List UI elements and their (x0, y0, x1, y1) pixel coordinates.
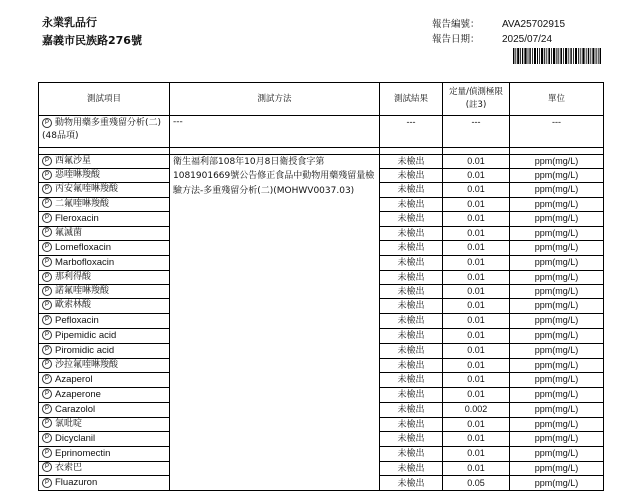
unit-cell: ppm(mg/L) (510, 402, 604, 417)
accredited-mark-icon: P (42, 156, 52, 166)
result-cell: 未檢出 (380, 155, 443, 169)
unit-cell: ppm(mg/L) (510, 446, 604, 461)
result-cell: 未檢出 (380, 211, 443, 226)
table-header-row (39, 83, 604, 116)
result-cell: 未檢出 (380, 358, 443, 372)
item-cell (39, 446, 170, 461)
unit-cell: ppm(mg/L) (510, 183, 604, 197)
result-cell: 未檢出 (380, 255, 443, 270)
unit-cell: ppm(mg/L) (510, 476, 604, 491)
limit-cell: 0.01 (443, 313, 510, 328)
item-cell (39, 183, 170, 197)
item-name: 丙安氟喹啉羧酸 (55, 184, 119, 195)
limit-cell: 0.01 (443, 240, 510, 255)
unit-cell: ppm(mg/L) (510, 270, 604, 284)
item-cell (39, 417, 170, 431)
unit-cell: ppm(mg/L) (510, 372, 604, 387)
item-cell (39, 155, 170, 169)
method-cell: 衛生福利部108年10月8日衛授食字第1081901669號公告修正食品中動物用藥殘留量檢驗方法-多重殘留分析(二)(MOHWV0037.03) (170, 155, 380, 491)
result-cell: 未檢出 (380, 372, 443, 387)
accredited-mark-icon: P (42, 170, 52, 180)
result-cell: 未檢出 (380, 313, 443, 328)
result-cell: 未檢出 (380, 343, 443, 358)
accredited-mark-icon: P (42, 404, 52, 414)
limit-cell: 0.01 (443, 343, 510, 358)
limit-cell: 0.01 (443, 299, 510, 313)
result-cell: 未檢出 (380, 285, 443, 299)
accredited-mark-icon: P (42, 286, 52, 296)
result-cell: 未檢出 (380, 226, 443, 240)
item-name: 二氟喹啉羧酸 (55, 198, 110, 209)
item-cell (39, 240, 170, 255)
item-cell (39, 197, 170, 211)
result-cell: 未檢出 (380, 417, 443, 431)
limit-cell: 0.01 (443, 431, 510, 446)
result-cell: 未檢出 (380, 299, 443, 313)
result-cell: 未檢出 (380, 461, 443, 475)
limit-cell: 0.01 (443, 417, 510, 431)
accredited-mark-icon: P (42, 227, 52, 237)
unit-cell: ppm(mg/L) (510, 226, 604, 240)
item-name: 歐索林酸 (55, 300, 92, 311)
spacer-row (39, 148, 604, 155)
report-meta (432, 17, 565, 47)
accredited-mark-icon: P (42, 389, 52, 399)
results-table (38, 82, 604, 491)
result-cell: 未檢出 (380, 476, 443, 491)
item-name: Eprinomectin (55, 447, 111, 459)
accredited-mark-icon: P (42, 118, 52, 128)
company-address: 嘉義市民族路276號 (42, 34, 142, 47)
item-name: 氟滅菌 (55, 227, 83, 238)
group-unit: --- (510, 116, 604, 148)
item-cell (39, 285, 170, 299)
report-date: 2025/07/24 (502, 34, 553, 45)
unit-cell: ppm(mg/L) (510, 417, 604, 431)
limit-cell: 0.01 (443, 155, 510, 169)
limit-cell: 0.01 (443, 358, 510, 372)
group-name: 動物用藥多重殘留分析(二)(48品項) (42, 118, 162, 141)
unit-cell: ppm(mg/L) (510, 155, 604, 169)
accredited-mark-icon: P (42, 418, 52, 428)
result-cell: 未檢出 (380, 402, 443, 417)
table-row (39, 155, 604, 169)
limit-cell: 0.01 (443, 226, 510, 240)
header-item: 測試項目 (39, 83, 170, 116)
limit-cell: 0.01 (443, 197, 510, 211)
group-limit: --- (443, 116, 510, 148)
item-cell (39, 226, 170, 240)
unit-cell: ppm(mg/L) (510, 299, 604, 313)
limit-cell: 0.01 (443, 387, 510, 402)
item-name: 那利得酸 (55, 272, 92, 283)
result-cell: 未檢出 (380, 328, 443, 343)
item-name: 西氟沙星 (55, 156, 92, 167)
limit-cell: 0.01 (443, 211, 510, 226)
item-name: Azaperone (55, 388, 101, 400)
accredited-mark-icon: P (42, 198, 52, 208)
result-cell: 未檢出 (380, 270, 443, 284)
unit-cell: ppm(mg/L) (510, 240, 604, 255)
barcode-icon (513, 48, 601, 64)
unit-cell: ppm(mg/L) (510, 169, 604, 183)
header-method: 測試方法 (170, 83, 380, 116)
accredited-mark-icon: P (42, 257, 52, 267)
group-method: --- (170, 116, 380, 148)
item-name: Fleroxacin (55, 212, 99, 224)
item-cell (39, 299, 170, 313)
item-cell (39, 255, 170, 270)
unit-cell: ppm(mg/L) (510, 461, 604, 475)
group-item (39, 116, 170, 148)
limit-cell: 0.01 (443, 461, 510, 475)
item-cell (39, 431, 170, 446)
accredited-mark-icon: P (42, 242, 52, 252)
item-name: 氯吡啶 (55, 418, 83, 429)
item-cell (39, 387, 170, 402)
item-name: 諾氟喹啉羧酸 (55, 286, 110, 297)
result-cell: 未檢出 (380, 183, 443, 197)
item-name: Pefloxacin (55, 314, 99, 326)
item-name: 衣索巴 (55, 462, 83, 473)
limit-cell: 0.01 (443, 183, 510, 197)
accredited-mark-icon: P (42, 272, 52, 282)
item-cell (39, 343, 170, 358)
accredited-mark-icon: P (42, 213, 52, 223)
item-cell (39, 402, 170, 417)
item-name: 沙拉氟喹啉羧酸 (55, 359, 119, 370)
accredited-mark-icon: P (42, 300, 52, 310)
result-cell: 未檢出 (380, 446, 443, 461)
result-cell: 未檢出 (380, 240, 443, 255)
unit-cell: ppm(mg/L) (510, 197, 604, 211)
unit-cell: ppm(mg/L) (510, 328, 604, 343)
item-name: Fluazuron (55, 477, 98, 489)
accredited-mark-icon: P (42, 315, 52, 325)
item-cell (39, 476, 170, 491)
accredited-mark-icon: P (42, 345, 52, 355)
unit-cell: ppm(mg/L) (510, 285, 604, 299)
report-date-label: 報告日期： (432, 34, 480, 45)
unit-cell: ppm(mg/L) (510, 358, 604, 372)
item-name: Pipemidic acid (55, 329, 117, 341)
limit-cell: 0.002 (443, 402, 510, 417)
group-row (39, 116, 604, 148)
accredited-mark-icon: P (42, 359, 52, 369)
accredited-mark-icon: P (42, 330, 52, 340)
header-unit: 單位 (510, 83, 604, 116)
group-result: --- (380, 116, 443, 148)
item-name: Marbofloxacin (55, 256, 115, 268)
item-name: Carazolol (55, 403, 96, 415)
item-cell (39, 372, 170, 387)
item-name: Lomefloxacin (55, 241, 111, 253)
item-name: Dicyclanil (55, 432, 96, 444)
item-name: Piromidic acid (55, 344, 115, 356)
item-name: 惡喹啉羧酸 (55, 170, 101, 181)
result-cell: 未檢出 (380, 169, 443, 183)
header-limit: 定量/偵測極限(註3) (443, 83, 510, 116)
limit-cell: 0.01 (443, 285, 510, 299)
limit-cell: 0.01 (443, 255, 510, 270)
accredited-mark-icon: P (42, 184, 52, 194)
unit-cell: ppm(mg/L) (510, 313, 604, 328)
item-name: Azaperol (55, 373, 93, 385)
unit-cell: ppm(mg/L) (510, 387, 604, 402)
limit-cell: 0.01 (443, 372, 510, 387)
unit-cell: ppm(mg/L) (510, 255, 604, 270)
result-cell: 未檢出 (380, 431, 443, 446)
limit-cell: 0.01 (443, 270, 510, 284)
report-no: AVA25702915 (502, 19, 566, 30)
unit-cell: ppm(mg/L) (510, 343, 604, 358)
result-cell: 未檢出 (380, 197, 443, 211)
limit-cell: 0.01 (443, 169, 510, 183)
item-cell (39, 270, 170, 284)
limit-cell: 0.05 (443, 476, 510, 491)
accredited-mark-icon: P (42, 374, 52, 384)
accredited-mark-icon: P (42, 448, 52, 458)
item-cell (39, 328, 170, 343)
header-result: 測試結果 (380, 83, 443, 116)
company-block (42, 14, 142, 50)
item-cell (39, 461, 170, 475)
item-cell (39, 358, 170, 372)
unit-cell: ppm(mg/L) (510, 211, 604, 226)
item-cell (39, 313, 170, 328)
item-cell (39, 211, 170, 226)
limit-cell: 0.01 (443, 328, 510, 343)
unit-cell: ppm(mg/L) (510, 431, 604, 446)
limit-cell: 0.01 (443, 446, 510, 461)
report-no-label: 報告編號： (432, 19, 480, 30)
company-name: 永業乳品行 (42, 16, 97, 29)
accredited-mark-icon: P (42, 478, 52, 488)
item-cell (39, 169, 170, 183)
accredited-mark-icon: P (42, 433, 52, 443)
result-cell: 未檢出 (380, 387, 443, 402)
accredited-mark-icon: P (42, 462, 52, 472)
